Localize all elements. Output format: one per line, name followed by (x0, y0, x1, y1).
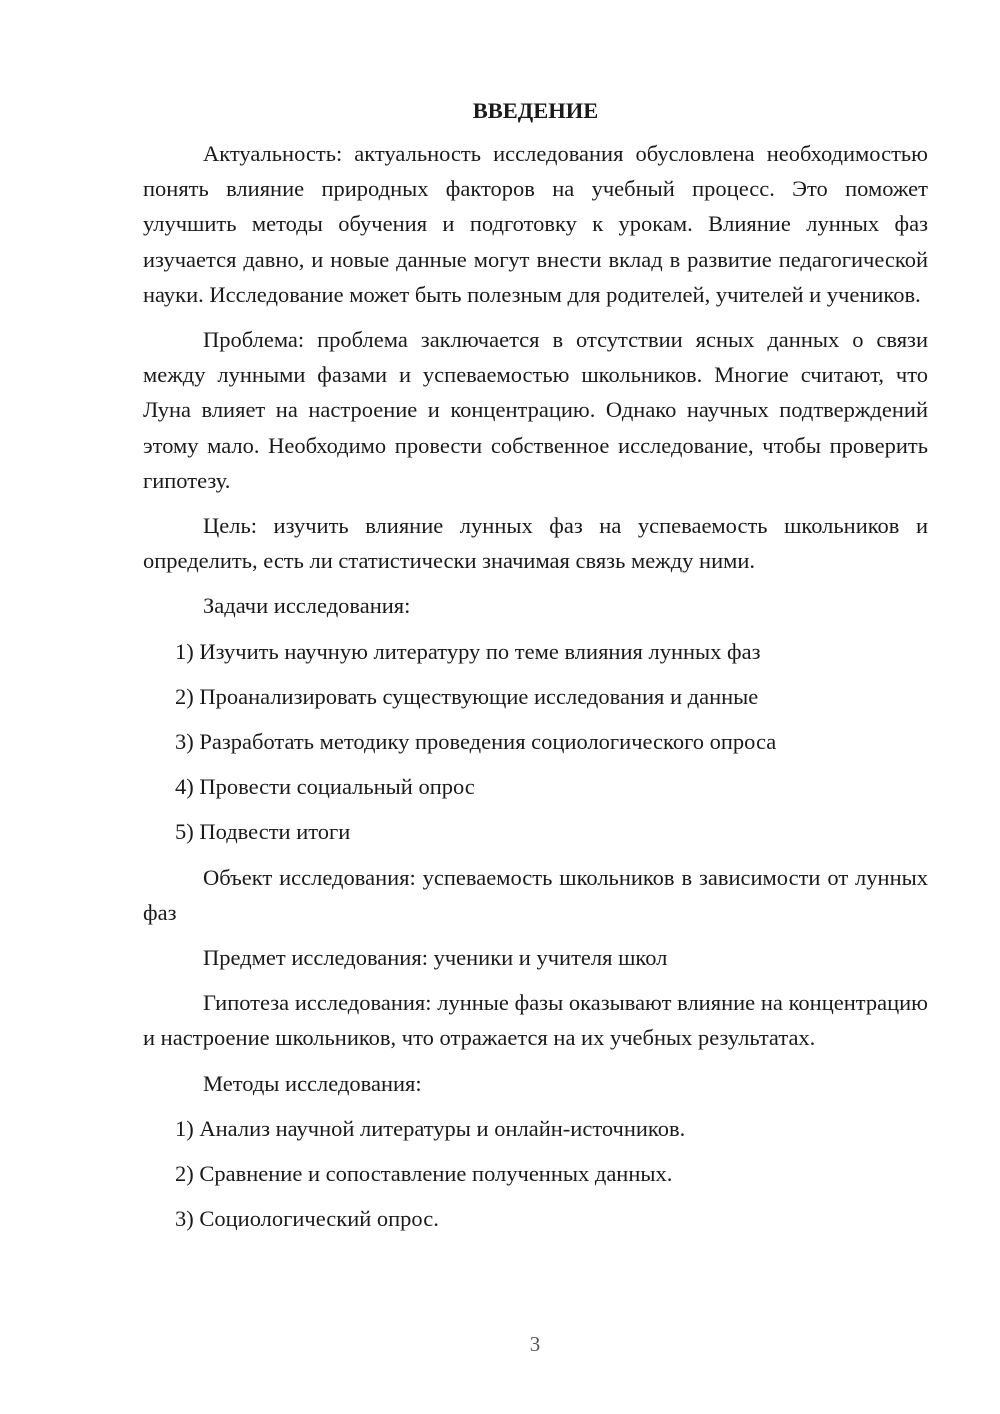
tasks-heading: Задачи исследования: (203, 593, 411, 619)
object-paragraph: Объект исследования: успеваемость школьников в зависимости от лунных фаз (143, 864, 928, 925)
methods-list (143, 1111, 928, 1237)
task-item-2: 2) Проанализировать существующие исследования и данные (175, 683, 759, 709)
methods-heading: Методы исследования: (203, 1070, 422, 1096)
method-item-2: 2) Сравнение и сопоставление полученных данных. (175, 1161, 673, 1187)
task-item-5: 5) Подвести итоги (175, 819, 351, 845)
method-item-3: 3) Социологический опрос. (175, 1206, 439, 1232)
method-item-1: 1) Анализ научной литературы и онлайн-источников. (175, 1115, 686, 1141)
subject-paragraph: Предмет исследования: ученики и учителя школ (203, 945, 668, 971)
page-number: 3 (529, 1332, 541, 1356)
relevance-paragraph: Актуальность: актуальность исследования обусловлена необходимостью понять влияние природных факторов на учебный процесс. Это поможет улучшить методы обучения и подготовку к урокам. Влияние лунных фаз изучается давно, и новые данные могут внести вклад в развитие педагогической науки. Исследование может быть полезным для родителей, учителей и учеников. (143, 141, 928, 307)
tasks-list (143, 634, 928, 850)
problem-paragraph: Проблема: проблема заключается в отсутствии ясных данных о связи между лунными фазами и успеваемостью школьников. Многие считают, что Луна влияет на настроение и концентрацию. Однако научных подтверждений этому мало. Необходимо провести собственное исследование, чтобы проверить гипотезу. (143, 327, 928, 493)
page-title: ВВЕДЕНИЕ (472, 98, 599, 123)
document-page (143, 96, 928, 1246)
goal-paragraph: Цель: изучить влияние лунных фаз на успеваемость школьников и определить, есть ли статистически значимая связь между ними. (143, 513, 928, 574)
task-item-4: 4) Провести социальный опрос (175, 774, 475, 800)
task-item-3: 3) Разработать методику проведения социологического опроса (175, 729, 777, 755)
hypothesis-paragraph: Гипотеза исследования: лунные фазы оказывают влияние на концентрацию и настроение школьников, что отражается на их учебных результатах. (143, 990, 928, 1051)
task-item-1: 1) Изучить научную литературу по теме влияния лунных фаз (175, 638, 761, 664)
